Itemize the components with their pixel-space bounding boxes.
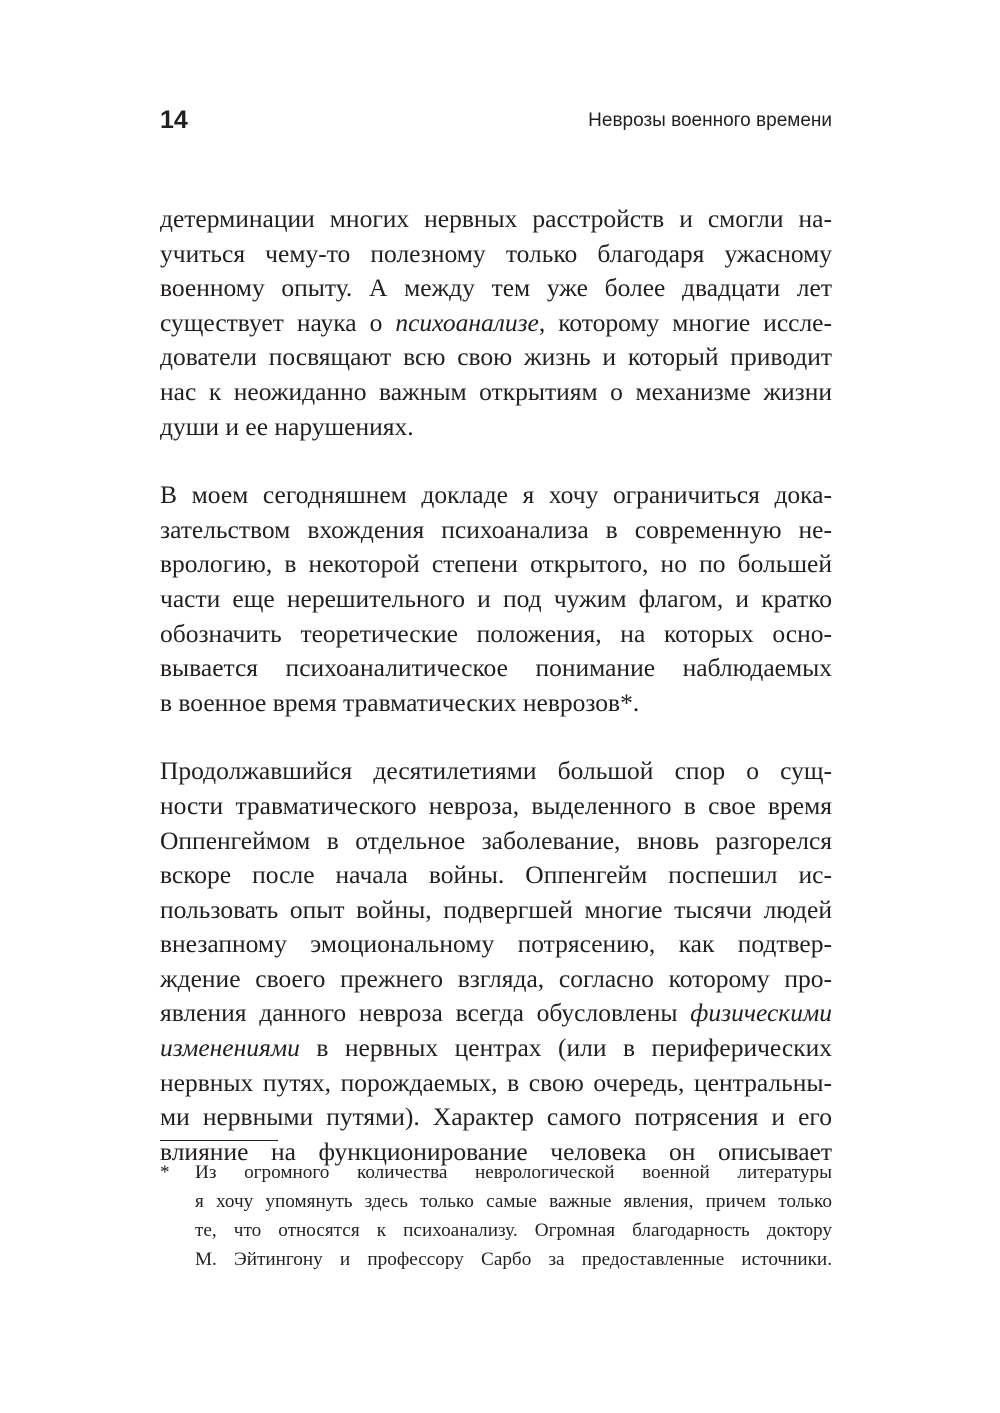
text-line: нервных путях, порождаемых, в свою очередь, центральны- <box>160 1067 832 1097</box>
text-line <box>160 306 832 341</box>
page-header <box>160 104 832 140</box>
text-line: души и ее нарушениях. <box>160 411 414 441</box>
footnote <box>160 1158 832 1274</box>
body-text <box>160 202 832 1203</box>
text-line: военному опыту. А между тем уже более двадцати лет <box>160 273 832 303</box>
text-line: зательством вхождения психоанализа в современную не- <box>160 514 832 544</box>
text-segment: явления данного невроза всегда обусловлены <box>160 998 691 1028</box>
footnote-divider <box>160 1140 278 1141</box>
text-line: Продолжавшийся десятилетиями большой спор о сущ- <box>160 756 832 786</box>
text-line: внезапному эмоциональному потрясению, как подтвер- <box>160 929 832 959</box>
footnote-line: я хочу упомянуть здесь только самые важные явления, причем только <box>195 1191 832 1212</box>
text-line: учиться чему-то полезному только благодаря ужасному <box>160 238 832 268</box>
text-segment: в нервных центрах (или в периферических <box>299 1033 832 1063</box>
text-line: дователи посвящают всю свою жизнь и который приводит <box>160 342 832 372</box>
emphasis-psychoanalysis: психоанализе <box>395 307 539 337</box>
text-line: ности травматического невроза, выделенного в свое время <box>160 790 832 820</box>
text-line: В моем сегодняшнем докладе я хочу ограничиться дока- <box>160 480 832 510</box>
text-line: обозначить теоретические положения, на которых осно- <box>160 618 832 648</box>
footnote-line: те, что относятся к психоанализу. Огромная благодарность доктору <box>195 1220 832 1241</box>
text-line: ждение своего прежнего взгляда, согласно которому про- <box>160 963 832 993</box>
footnote-body <box>195 1158 832 1274</box>
text-line: детерминации многих нервных расстройств и смогли на- <box>160 204 832 233</box>
text-segment: , которому многие иссле- <box>538 307 832 337</box>
text-line: нас к неожиданно важным открытиям о механизме жизни <box>160 376 832 406</box>
emphasis-physical: физическими <box>690 998 832 1028</box>
footnote-line: М. Эйтингону и профессору Сарбо за предоставленные источники. <box>195 1249 832 1270</box>
running-title: Неврозы военного времени <box>588 110 832 131</box>
paragraph-3 <box>160 754 832 1169</box>
paragraph-1 <box>160 202 832 444</box>
emphasis-changes: изменениями <box>160 1033 300 1063</box>
text-line: части еще нерешительного и под чужим флагом, и кратко <box>160 583 832 613</box>
page-number: 14 <box>160 106 188 134</box>
text-line <box>160 1031 832 1066</box>
text-line: пользовать опыт войны, подвергшей многие тысячи людей <box>160 894 832 924</box>
text-line: врологию, в некоторой степени открытого, но по большей <box>160 549 832 579</box>
paragraph-2 <box>160 478 832 720</box>
text-line: ми нервными путями). Характер самого потрясения и его <box>160 1102 832 1132</box>
footnote-marker: * <box>160 1162 170 1183</box>
text-line: вывается психоаналитическое понимание наблюдаемых <box>160 653 832 683</box>
text-line: вскоре после начала войны. Оппенгейм поспешил ис- <box>160 860 832 890</box>
text-line: Оппенгеймом в отдельное заболевание, вновь разгорелся <box>160 825 832 855</box>
text-line: влияние на функционирование человека он описывает <box>160 1136 832 1166</box>
text-line <box>160 996 832 1031</box>
text-line: в военное время травматических неврозов*. <box>160 687 640 717</box>
footnote-line: Из огромного количества неврологической военной литературы <box>195 1162 832 1183</box>
text-segment: существует наука о <box>160 307 396 337</box>
